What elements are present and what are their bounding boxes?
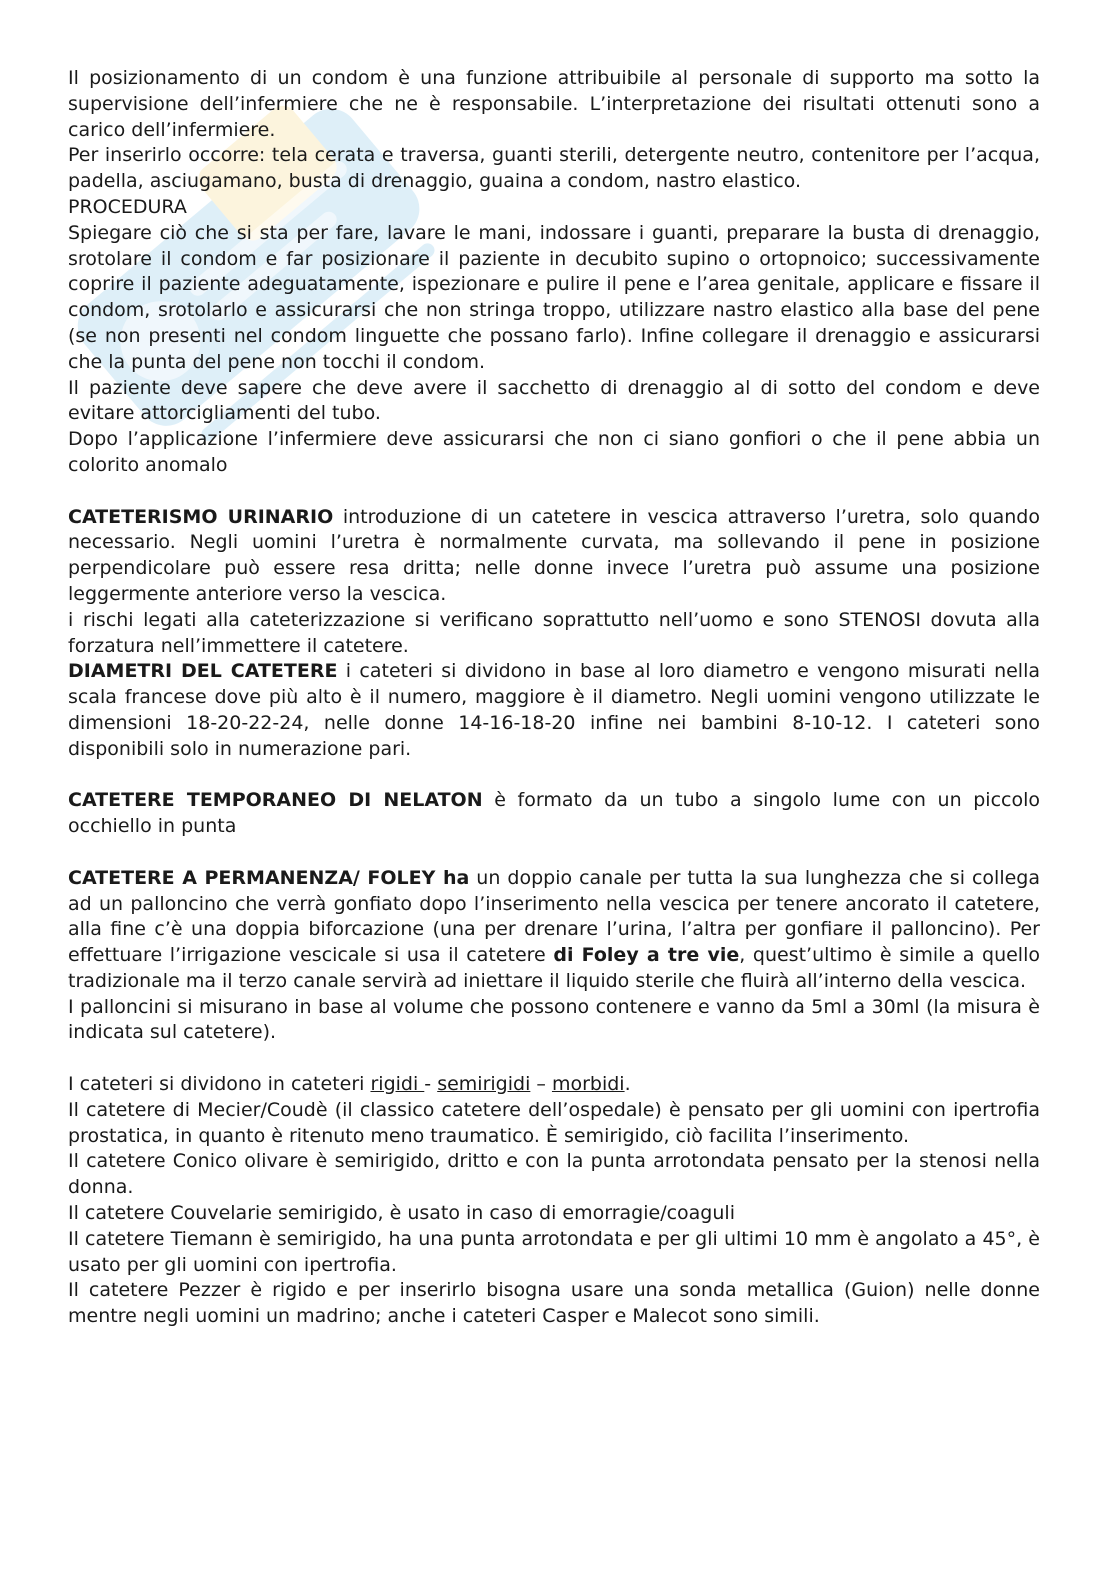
spacer <box>68 1046 1040 1072</box>
tipo-rigidi: rigidi <box>370 1073 425 1096</box>
paragraph-conico: Il catetere Conico olivare è semirigido, dritto e con la punta arrotondata pensato per la stenosi nella donna. <box>68 1150 1040 1199</box>
tipo-morbidi: morbidi <box>551 1073 625 1096</box>
foley-text-1: un doppio canale per tutta la sua lunghezza che si collega ad un palloncino che verrà gonfiato dopo l’inserimento nella vescica per tenere ancorato il catetere, alla fine c’è una doppia biforcazione (una per drenare l’urina, l’altra per gonfiare il palloncino). Per effettuare l’irrigazione vescicale si usa il catetere <box>68 866 1040 967</box>
tipi-end: . <box>624 1073 631 1096</box>
paragraph-tipi-cateteri <box>68 1072 1040 1098</box>
spacer <box>68 840 1040 866</box>
paragraph-procedure: Spiegare ciò che si sta per fare, lavare le mani, indossare i guanti, preparare la busta di drenaggio, srotolare il condom e far posizionare il paziente in decubito supino o ortopnoico; successivamente coprire il paziente adeguatamente, ispezionare e pulire il pene e l’area genitale, applicare e fissare il condom, srotolarlo e assicurarsi che non stringa troppo, utilizzare nastro elastico alla base del pene (se non presenti nel condom linguette che possano farlo). Infine collegare il drenaggio e assicurarsi che la punta del pene non tocchi il condom. <box>68 221 1040 373</box>
paragraph-mecier: Il catetere di Mecier/Coudè (il classico catetere dell’ospedale) è pensato per gli uomini con ipertrofia prostatica, in quanto è ritenuto meno traumatico. È semirigido, ciò facilita l’inserimento. <box>68 1098 1040 1147</box>
nelaton-text: è formato da un tubo a singolo lume con un piccolo occhiello in punta <box>68 789 1040 838</box>
paragraph-materials: Per inserirlo occorre: tela cerata e traversa, guanti sterili, detergente neutro, contenitore per l’acqua, padella, asciugamano, busta di drenaggio, guaina a condom, nastro elastico. <box>68 144 1040 193</box>
paragraph-couvelarie: Il catetere Couvelarie semirigido, è usato in caso di emorragie/coaguli <box>68 1202 735 1225</box>
paragraph-palloncini: I palloncini si misurano in base al volume che possono contenere e vanno da 5ml a 30ml (la misura è indicata sul catetere). <box>68 995 1040 1044</box>
paragraph-patient-info: Il paziente deve sapere che deve avere il sacchetto di drenaggio al di sotto del condom e deve evitare attorcigliamenti del tubo. <box>68 376 1040 425</box>
foley-text-2: , quest’ultimo è simile a quello tradizionale ma il terzo canale servirà ad iniettare il liquido sterile che fluirà all’interno della vescica. <box>68 944 1040 992</box>
paragraph-condom-intro: Il posizionamento di un condom è una funzione attribuibile al personale di supporto ma sotto la supervisione dell’infermiere che ne è responsabile. L’interpretazione dei risultati ottenuti sono a carico dell’infermiere. <box>68 67 1040 141</box>
paragraph-diametri <box>68 659 1040 762</box>
paragraph-rischi: i rischi legati alla cateterizzazione si verificano soprattutto nell’uomo e sono STENOSI dovuta alla forzatura nell’immettere il catetere. <box>68 608 1040 657</box>
paragraph-post-application: Dopo l’applicazione l’infermiere deve assicurarsi che non ci siano gonfiori o che il pene abbia un colorito anomalo <box>68 428 1040 476</box>
tipi-sep-1: - <box>424 1073 438 1096</box>
foley-tre-vie: di Foley a tre vie <box>553 944 740 967</box>
heading-foley: CATETERE A PERMANENZA/ FOLEY ha <box>68 866 470 889</box>
heading-procedura: PROCEDURA <box>68 195 187 218</box>
document-body <box>68 66 1040 1330</box>
cateterismo-text: introduzione di un catetere in vescica attraverso l’uretra, solo quando necessario. Negli uomini l’uretra è normalmente curvata, ma sollevando il pene in posizione perpendicolare può essere resa dritta; nelle donne invece l’uretra può assume una posizione leggermente anteriore verso la vescica. <box>68 505 1040 605</box>
paragraph-tiemann: Il catetere Tiemann è semirigido, ha una punta arrotondata e per gli ultimi 10 mm è angolato a 45°, è usato per gli uomini con ipertrofia. <box>68 1227 1040 1276</box>
heading-cateterismo: CATETERISMO URINARIO <box>68 505 334 528</box>
paragraph-foley <box>68 866 1040 995</box>
spacer <box>68 479 1040 505</box>
paragraph-cateterismo <box>68 505 1040 608</box>
tipo-semirigidi: semirigidi <box>437 1073 531 1096</box>
diametri-text: i cateteri si dividono in base al loro diametro e vengono misurati nella scala francese dove più alto è il numero, maggiore è il diametro. Negli uomini vengono utilizzate le dimensioni 18-20-22-24, nelle donne 14-16-18-20 infine nei bambini 8-10-12. I cateteri sono disponibili solo in numerazione pari. <box>68 660 1041 760</box>
paragraph-nelaton <box>68 788 1040 840</box>
spacer <box>68 763 1040 789</box>
tipi-sep-2: – <box>530 1073 552 1096</box>
paragraph-pezzer: Il catetere Pezzer è rigido e per inserirlo bisogna usare una sonda metallica (Guion) nelle donne mentre negli uomini un madrino; anche i cateteri Casper e Malecot sono simili. <box>68 1279 1040 1328</box>
tipi-prefix: I cateteri si dividono in cateteri <box>68 1073 371 1096</box>
heading-diametri: DIAMETRI DEL CATETERE <box>68 660 338 683</box>
heading-nelaton: CATETERE TEMPORANEO DI NELATON <box>68 789 483 812</box>
